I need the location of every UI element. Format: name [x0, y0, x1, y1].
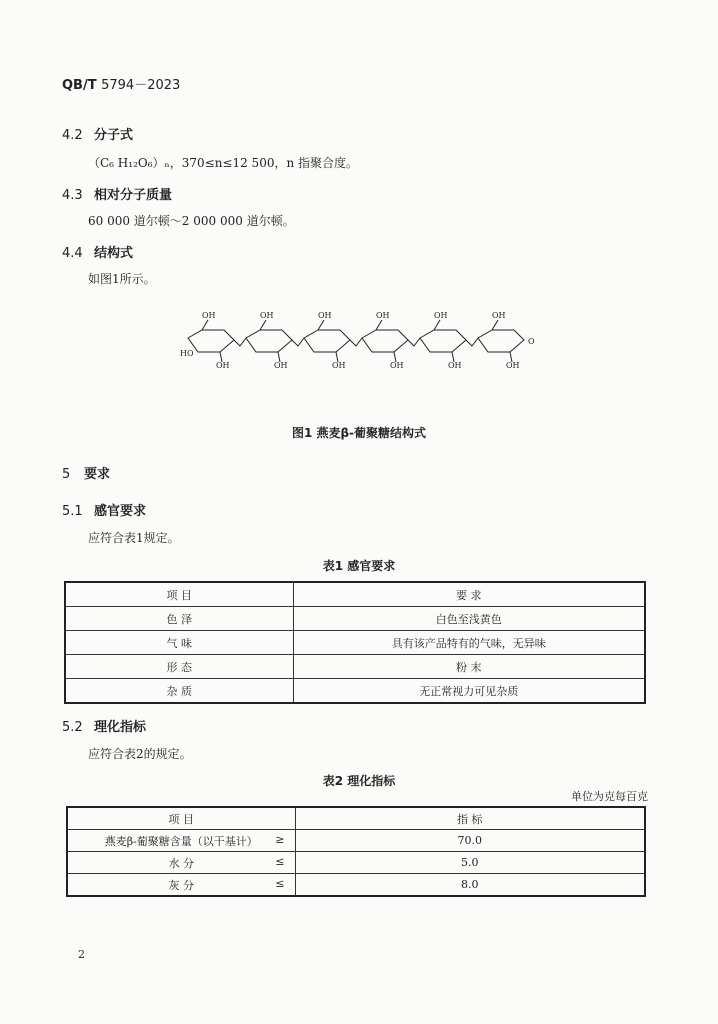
section-number: 4.3: [62, 188, 83, 203]
section-number: 4.4: [62, 246, 83, 261]
value-cell: 8.0: [295, 874, 645, 897]
section-number: 5.2: [62, 720, 83, 735]
table-row: [65, 679, 645, 704]
sensory-requirements-table: [64, 581, 646, 704]
item-label: 水 分: [168, 856, 194, 870]
table2-caption: 表2 理化指标: [322, 774, 396, 788]
molecular-formula: （C₆ H₁₂O₆）ₙ，370≤n≤12 500，n 指聚合度。: [88, 156, 359, 170]
header-cell: 项 目: [67, 807, 295, 830]
oxygen-label: O: [528, 337, 535, 346]
glucose-ring: [362, 320, 420, 362]
value-cell: 70.0: [295, 830, 645, 852]
beta-glucan-structure-figure: [180, 308, 550, 378]
item-cell: 色 泽: [65, 607, 293, 631]
table-row: [65, 607, 645, 631]
table-row: [67, 830, 645, 852]
section-title: 感官要求: [94, 504, 147, 519]
hydroxyl-label: OH: [434, 311, 448, 320]
section-5-1-heading: [62, 500, 146, 519]
table-header-row: [65, 582, 645, 607]
table-header-row: [67, 807, 645, 830]
hydroxyl-label: OH: [506, 361, 520, 370]
section-title: 要求: [84, 467, 111, 482]
table2-reference: 应符合表2的规定。: [88, 747, 192, 761]
table-row: [65, 631, 645, 655]
table1-caption: 表1 感官要求: [322, 559, 396, 573]
section-title: 分子式: [94, 128, 134, 143]
header-cell: 指 标: [295, 807, 645, 830]
comparison-symbol: ≤: [275, 877, 285, 890]
hydroxyl-label: OH: [202, 311, 216, 320]
hydroxyl-label: OH: [492, 311, 506, 320]
value-cell: 5.0: [295, 852, 645, 874]
item-cell: [67, 830, 295, 852]
glucose-ring: [246, 320, 304, 362]
section-4-4-heading: [62, 242, 133, 261]
page-number: 2: [78, 948, 85, 961]
figure-caption: 图1 燕麦β-葡聚糖结构式: [291, 426, 427, 440]
hydroxyl-label: HO: [180, 349, 194, 358]
hydroxyl-label: OH: [260, 311, 274, 320]
table1-reference: 应符合表1规定。: [88, 531, 180, 545]
section-number: 5: [62, 467, 71, 482]
hydroxyl-label: OH: [216, 361, 230, 370]
standard-number: [62, 74, 180, 93]
glucose-ring: [478, 320, 524, 362]
item-cell: [67, 874, 295, 897]
hydroxyl-label: OH: [274, 361, 288, 370]
table-row: [67, 852, 645, 874]
header-cell: 要 求: [293, 582, 645, 607]
physicochemical-table: [66, 806, 646, 897]
glucose-ring: [188, 320, 246, 362]
requirement-cell: 白色至浅黄色: [293, 607, 645, 631]
standard-prefix: QB/T: [62, 78, 97, 93]
section-title: 相对分子质量: [94, 188, 173, 203]
item-cell: 气 味: [65, 631, 293, 655]
hydroxyl-label: OH: [332, 361, 346, 370]
hydroxyl-label: OH: [448, 361, 462, 370]
section-5-heading: [62, 463, 110, 482]
glucose-ring: [420, 320, 478, 362]
section-number: 4.2: [62, 128, 83, 143]
table-row: [65, 655, 645, 679]
molecular-mass: 60 000 道尔顿～2 000 000 道尔顿。: [88, 214, 295, 228]
section-5-2-heading: [62, 716, 146, 735]
figure-reference: 如图1所示。: [88, 272, 156, 286]
item-cell: [67, 852, 295, 874]
glucose-ring: [304, 320, 362, 362]
hydroxyl-label: OH: [390, 361, 404, 370]
item-cell: 形 态: [65, 655, 293, 679]
requirement-cell: 粉 末: [293, 655, 645, 679]
table-row: [67, 874, 645, 897]
section-number: 5.1: [62, 504, 83, 519]
comparison-symbol: ≤: [275, 855, 285, 868]
comparison-symbol: ≥: [275, 833, 285, 846]
section-title: 结构式: [94, 246, 134, 261]
item-label: 灰 分: [168, 878, 194, 892]
section-title: 理化指标: [94, 720, 147, 735]
standard-code: 5794－2023: [101, 78, 181, 93]
item-label: 燕麦β-葡聚糖含量（以干基计）: [104, 834, 258, 848]
requirement-cell: 具有该产品特有的气味，无异味: [293, 631, 645, 655]
requirement-cell: 无正常视力可见杂质: [293, 679, 645, 704]
table2-unit: 单位为克每百克: [571, 790, 648, 803]
section-4-3-heading: [62, 184, 172, 203]
item-cell: 杂 质: [65, 679, 293, 704]
hydroxyl-label: OH: [318, 311, 332, 320]
header-cell: 项 目: [65, 582, 293, 607]
section-4-2-heading: [62, 124, 133, 143]
hydroxyl-label: OH: [376, 311, 390, 320]
